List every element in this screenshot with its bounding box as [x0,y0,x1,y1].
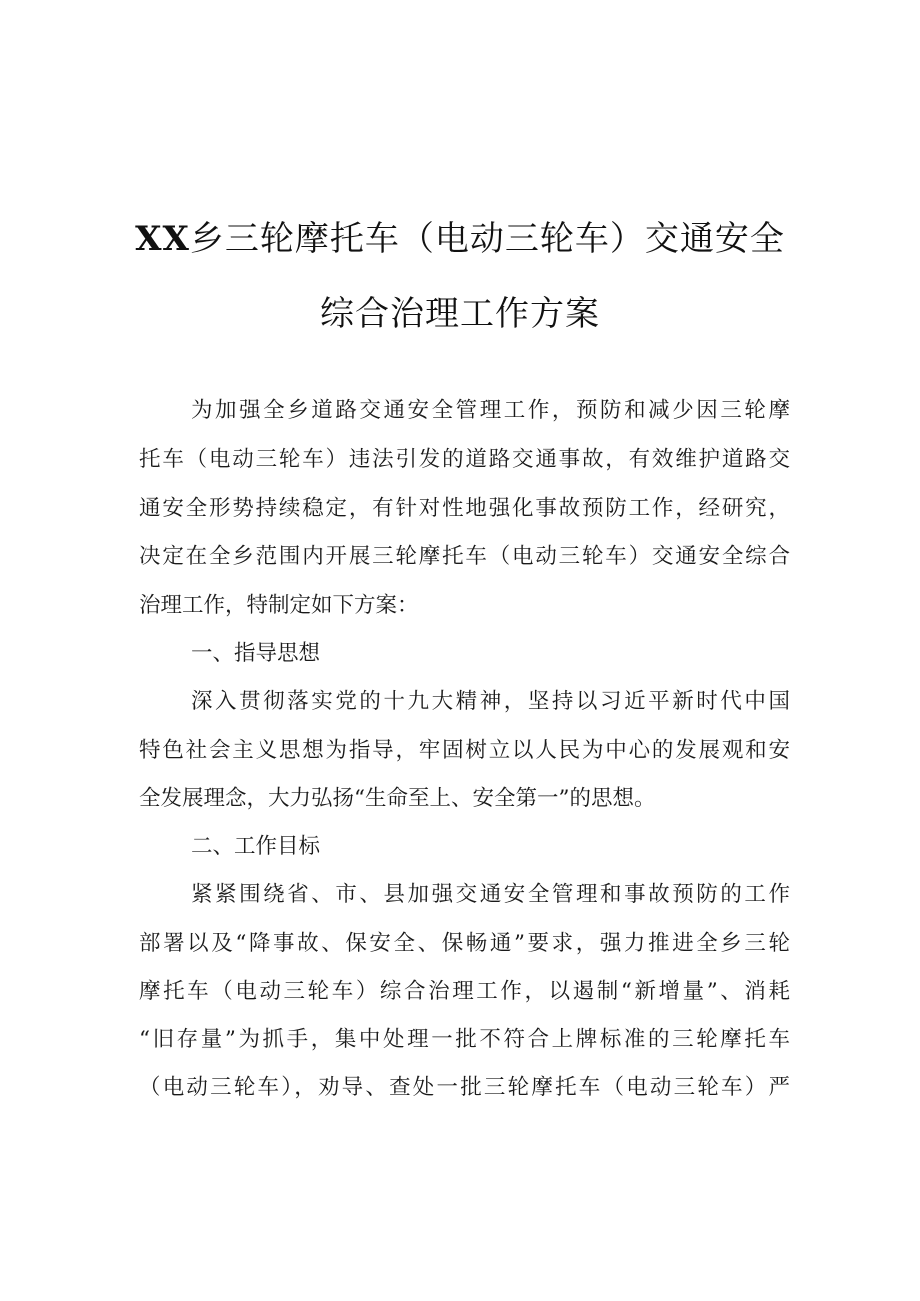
section-heading-guiding-ideology: 一、指导思想 [191,641,321,666]
intro-line: 为加强全乡道路交通安全管理工作，预防和减少因三轮摩 [191,398,790,423]
section2-line: 部署以及“降事故、保安全、保畅通”要求，强力推进全乡三轮 [139,931,790,956]
section2-line: 紧紧围绕省、市、县加强交通安全管理和事故预防的工作 [191,882,790,907]
document-title-line-2: 综合治理工作方案 [320,294,600,334]
section1-line: 全发展理念，大力弘扬“生命至上、安全第一”的思想。 [139,786,656,811]
intro-line: 决定在全乡范围内开展三轮摩托车（电动三轮车）交通安全综合 [139,544,790,569]
title-line-1-text: 乡三轮摩托车（电动三轮车）交通安全 [189,219,785,259]
intro-line: 治理工作，特制定如下方案： [139,593,419,618]
section-heading-work-goals: 二、工作目标 [191,834,321,859]
section1-line: 深入贯彻落实党的十九大精神，坚持以习近平新时代中国 [191,689,790,714]
title-prefix: XX [135,219,190,259]
section2-line: “旧存量”为抓手，集中处理一批不符合上牌标准的三轮摩托车 [139,1027,790,1052]
section2-line: （电动三轮车），劝导、查处一批三轮摩托车（电动三轮车）严 [139,1075,790,1100]
document-title-line-1 [0,211,920,260]
section1-line: 特色社会主义思想为指导，牢固树立以人民为中心的发展观和安 [139,738,790,763]
intro-line: 通安全形势持续稳定，有针对性地强化事故预防工作，经研究， [139,496,790,521]
intro-line: 托车（电动三轮车）违法引发的道路交通事故，有效维护道路交 [139,447,790,472]
section2-line: 摩托车（电动三轮车）综合治理工作，以遏制“新增量”、消耗 [139,979,790,1004]
